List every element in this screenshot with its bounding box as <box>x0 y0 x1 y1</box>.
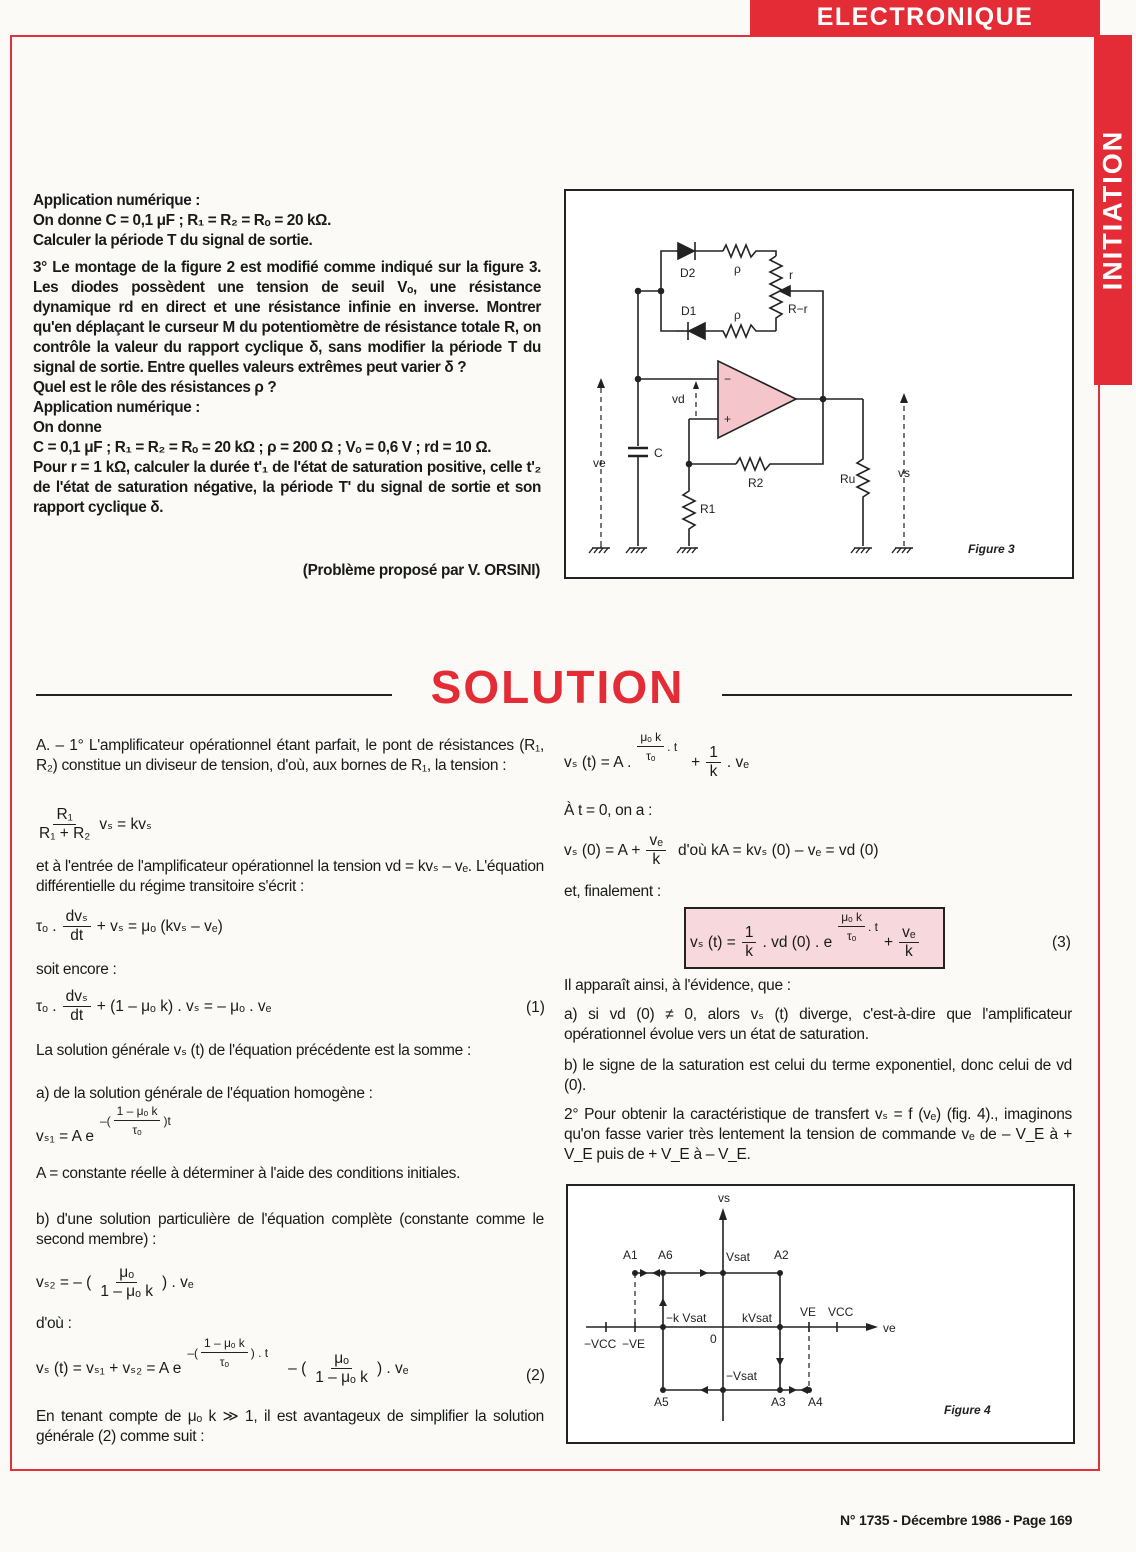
transfer-characteristic <box>568 1186 1073 1442</box>
denominator: 1 – μₒ k <box>100 1283 154 1300</box>
label-ve-tick: VE <box>800 1305 817 1319</box>
equation-text: –( <box>187 1345 198 1360</box>
numerator: dvₛ <box>63 988 91 1007</box>
paragraph-soit: soit encore : <box>36 961 117 978</box>
fraction <box>201 1334 248 1371</box>
label-ru: Ru <box>840 472 856 486</box>
resistor-rho-bottom <box>705 325 776 337</box>
denominator: k <box>745 943 754 960</box>
label-neg-vsat: −Vsat <box>726 1369 758 1383</box>
label-a6: A6 <box>658 1248 673 1262</box>
denominator: R₁ + R₂ <box>39 825 91 842</box>
numerator: vₑ <box>899 924 919 943</box>
label-vs: vs <box>898 466 910 480</box>
fraction <box>114 1102 161 1139</box>
equation-divider <box>36 806 152 843</box>
equation-text: + <box>691 753 701 771</box>
vd-arrowhead <box>693 381 699 389</box>
label-neg-vcc: −VCC <box>584 1337 617 1351</box>
label-a1: A1 <box>623 1248 638 1262</box>
problem-line: Application numérique : <box>33 399 201 416</box>
denominator: dt <box>70 1007 84 1024</box>
equation-text: τₒ . <box>36 997 57 1015</box>
problem-line: Quel est le rôle des résistances ρ ? <box>33 379 277 396</box>
fraction <box>706 744 721 781</box>
label-d1: D1 <box>681 304 697 318</box>
equation-vs2 <box>36 1264 194 1301</box>
equation-text: . vd (0) . e <box>762 933 833 951</box>
exponent <box>838 908 878 945</box>
label-vd: vd <box>672 392 685 406</box>
label-rho-top: ρ <box>734 262 741 276</box>
bridge-wires <box>636 251 677 331</box>
paragraph-entree: et à l'entrée de l'amplificateur opérationnel la tension vd = kvₛ – vₑ. L'équation différentielle du régime transitoire s'écrit : <box>36 858 544 895</box>
numerator: 1 – μₒ k <box>201 1334 248 1353</box>
numerator: μₒ k <box>838 908 865 927</box>
equation-text: ) . vₑ <box>162 1273 194 1291</box>
equation-1 <box>36 988 271 1025</box>
equation-text: . t <box>868 919 879 934</box>
paragraph-b-particuliere: b) d'une solution particulière de l'équation complète (constante comme le second membre) : <box>36 1211 544 1248</box>
vs-arrowhead <box>900 393 908 403</box>
denominator: k <box>652 851 661 868</box>
equation-text: + vₛ = μₒ (kvₛ – vₑ) <box>96 918 223 935</box>
fraction <box>637 728 664 765</box>
equation-text: + <box>884 933 894 951</box>
paragraph-finalement: et, finalement : <box>564 883 661 900</box>
numerator: R₁ <box>53 806 75 825</box>
numerator: μₒ k <box>637 728 664 747</box>
label-zero: 0 <box>710 1332 717 1346</box>
paragraph-solution-generale: La solution générale vₛ (t) de l'équation précédente est la somme : <box>36 1042 471 1059</box>
label-r: r <box>789 268 793 282</box>
exponent <box>637 728 677 765</box>
paragraph-a1: A. – 1° L'amplificateur opérationnel étant parfait, le pont de résistances (R₁, R₂) constitue un diviseur de tension, d'où, aux bornes de R₁, la tension : <box>36 737 544 774</box>
equation-number-1: (1) <box>526 999 545 1016</box>
label-vsat: Vsat <box>726 1250 751 1264</box>
problem-signature: (Problème proposé par V. ORSINI) <box>302 562 540 579</box>
equation-number-3: (3) <box>1052 934 1071 951</box>
equation-text: vₛ (t) = vₛ₁ + vₛ₂ = A e <box>36 1360 182 1377</box>
numerator: vₑ <box>646 832 666 851</box>
label-rho-bottom: ρ <box>734 308 741 322</box>
paragraph-apparait: Il apparaît ainsi, à l'évidence, que : <box>564 977 791 994</box>
paragraph-dou: d'où : <box>36 1315 72 1332</box>
vs-axis-arrow <box>719 1208 727 1220</box>
label-plus: + <box>724 412 732 426</box>
direction-arrows <box>640 1269 808 1394</box>
fraction <box>742 924 757 961</box>
label-vs: vs <box>718 1191 730 1205</box>
figure-4 <box>566 1184 1075 1444</box>
divider-right <box>722 694 1072 696</box>
problem-line: Calculer la période T du signal de sortie. <box>33 232 313 249</box>
resistor-r1 <box>683 464 695 546</box>
exponent <box>100 1102 171 1139</box>
denominator: dt <box>70 927 84 944</box>
equation-text: –( <box>99 1113 111 1128</box>
equation-text: vₛ (t) = A . <box>564 754 632 771</box>
ve-axis-arrow <box>866 1323 878 1331</box>
equation-differential <box>36 908 223 945</box>
label-a5: A5 <box>654 1395 669 1409</box>
equation-text: – ( <box>288 1359 307 1377</box>
problem-line: On donne <box>33 419 102 436</box>
figure-3 <box>564 189 1074 579</box>
divider-left <box>36 694 392 696</box>
equation-text: )t <box>163 1113 171 1128</box>
fraction <box>646 832 666 869</box>
label-kvsat: kVsat <box>742 1311 773 1325</box>
label-vcc: VCC <box>828 1305 854 1319</box>
capacitor-c <box>628 448 648 546</box>
section-tab-label: INITIATION <box>1097 129 1128 291</box>
label-ve: ve <box>593 456 606 470</box>
equation-text: ) . t <box>250 1345 269 1360</box>
denominator: k <box>904 943 913 960</box>
figure-4-caption: Figure 4 <box>944 1403 991 1417</box>
equation-2 <box>36 1336 409 1387</box>
label-c: C <box>654 446 663 460</box>
solution-title: SOLUTION <box>430 661 685 713</box>
numerator: μₒ <box>116 1264 137 1283</box>
equation-vs1 <box>36 1104 171 1155</box>
equation-text: . vₑ <box>726 753 749 771</box>
paragraph-a-homogene: a) de la solution générale de l'équation homogène : <box>36 1085 373 1102</box>
label-a2: A2 <box>774 1248 789 1262</box>
paragraph-b-signe: b) le signe de la saturation est celui du terme exponentiel, donc celui de vd (0). <box>564 1057 1072 1094</box>
label-neg-kvsat: −k Vsat <box>666 1311 707 1325</box>
label-r-minus-r: R−r <box>788 302 808 316</box>
resistor-rho-top <box>723 245 776 257</box>
equation-text: ) . vₑ <box>376 1359 409 1377</box>
paragraph-tenant-compte: En tenant compte de μₒ k ≫ 1, il est avantageux de simplifier la solution générale (2) comme suit : <box>36 1408 544 1445</box>
page-frame-right <box>1098 385 1100 1469</box>
fraction <box>899 924 919 961</box>
paragraph-a-diverge: a) si vd (0) ≠ 0, alors vₛ (t) diverge, c'est-à-dire que l'amplificateur opérationnel évolue vers un état de saturation. <box>564 1006 1072 1043</box>
numerator: 1 – μₒ k <box>114 1102 161 1121</box>
fraction <box>63 908 91 945</box>
fraction <box>97 1264 156 1301</box>
ve-arrowhead <box>597 378 605 388</box>
fraction <box>312 1350 371 1387</box>
label-neg-ve: −VE <box>622 1337 646 1351</box>
equation-v0 <box>564 832 879 869</box>
exponent <box>187 1334 268 1371</box>
denominator: τₒ <box>846 929 857 943</box>
equation-number-2: (2) <box>526 1367 545 1384</box>
diode-d1 <box>676 322 705 340</box>
potentiometer-r <box>770 256 782 331</box>
ground-symbols <box>589 546 913 553</box>
figure-3-caption: Figure 3 <box>968 542 1015 556</box>
problem-p4: Pour r = 1 kΩ, calculer la durée t'₁ de l'état de saturation positive, celle t'₂ de l'état de saturation négative, la période T' du signal de sortie et son rapport cyclique δ. <box>33 459 541 516</box>
label-a3: A3 <box>771 1395 786 1409</box>
denominator: 1 – μₒ k <box>315 1369 368 1386</box>
problem-p2: 3° Le montage de la figure 2 est modifié comme indiqué sur la figure 3. Les diodes possèdent une tension de seuil Vₒ, une résistance dynamique rd en direct et une résistance infinie en inverse. Montrer qu'en déplaçant le curseur M du potentiomètre de résistance totale R, on contrôle la valeur du rapport cyclique δ, sans modifier la période T du signal de sortie. Entre quelles valeurs extrêmes peut varier δ ? <box>33 259 541 376</box>
loop-points <box>632 1270 812 1393</box>
equation-text: vₛ₂ = – ( <box>36 1274 92 1291</box>
denominator: τₒ <box>132 1123 142 1137</box>
section-banner: ELECTRONIQUE <box>750 0 1100 35</box>
equation-simplified <box>564 730 749 781</box>
page-footer: N° 1735 - Décembre 1986 - Page 169 <box>840 1512 1073 1528</box>
label-r2: R2 <box>748 476 764 490</box>
wiper-arrow <box>780 286 790 296</box>
problem-p3 <box>33 378 541 458</box>
fraction <box>36 806 93 843</box>
numerator: 1 <box>706 744 721 763</box>
numerator: 1 <box>742 924 757 943</box>
numerator: μₒ <box>331 1350 352 1369</box>
equation-3 <box>690 910 919 961</box>
fraction <box>838 908 865 945</box>
problem-line: Application numérique : <box>33 192 201 209</box>
problem-line: C = 0,1 μF ; R₁ = R₂ = Rₒ = 20 kΩ ; ρ = 200 Ω ; Vₒ = 0,6 V ; rd = 10 Ω. <box>33 439 492 456</box>
denominator: τₒ <box>646 749 656 763</box>
numerator: dvₛ <box>63 908 91 927</box>
diode-d2 <box>676 242 723 260</box>
paragraph-t0: À t = 0, on a : <box>564 802 653 819</box>
equation-text: vₛ (t) = <box>690 934 736 951</box>
equation-text: + (1 – μₒ k) . vₛ = – μₒ . vₑ <box>96 998 272 1015</box>
hysteresis-loop <box>635 1273 809 1390</box>
label-a4: A4 <box>808 1395 823 1409</box>
label-r1: R1 <box>700 502 716 516</box>
dashed-guides <box>635 1273 809 1390</box>
label-ve: ve <box>883 1321 896 1335</box>
label-minus: − <box>724 372 732 386</box>
paragraph-constante: A = constante réelle à déterminer à l'aide des conditions initiales. <box>36 1165 461 1182</box>
problem-line: On donne C = 0,1 μF ; R₁ = R₂ = Rₒ = 20 kΩ. <box>33 212 331 229</box>
equation-text: d'où kA = kvₛ (0) – vₑ = vd (0) <box>677 842 879 859</box>
equation-text: τₒ . <box>36 917 57 935</box>
resistor-ru <box>857 399 869 546</box>
denominator: τₒ <box>219 1355 230 1369</box>
section-tab <box>1094 35 1132 385</box>
equation-text: vₛ₁ = A e <box>36 1128 94 1145</box>
fraction <box>63 988 91 1025</box>
problem-statement <box>33 191 541 525</box>
circuit-diagram <box>566 191 1072 577</box>
equation-text: vₛ = kvₛ <box>99 816 152 833</box>
equation-text: . t <box>667 739 678 754</box>
denominator: k <box>709 763 718 780</box>
equation-text: vₛ (0) = A + <box>564 842 641 859</box>
label-d2: D2 <box>680 266 696 280</box>
paragraph-2-transfert: 2° Pour obtenir la caractéristique de transfert vₛ = f (vₑ) (fig. 4)., imaginons qu'on fasse varier très lentement la tension de commande vₑ de – V_E à + V_E puis de + V_E à – V_E. <box>564 1106 1072 1163</box>
problem-p1 <box>33 191 541 251</box>
